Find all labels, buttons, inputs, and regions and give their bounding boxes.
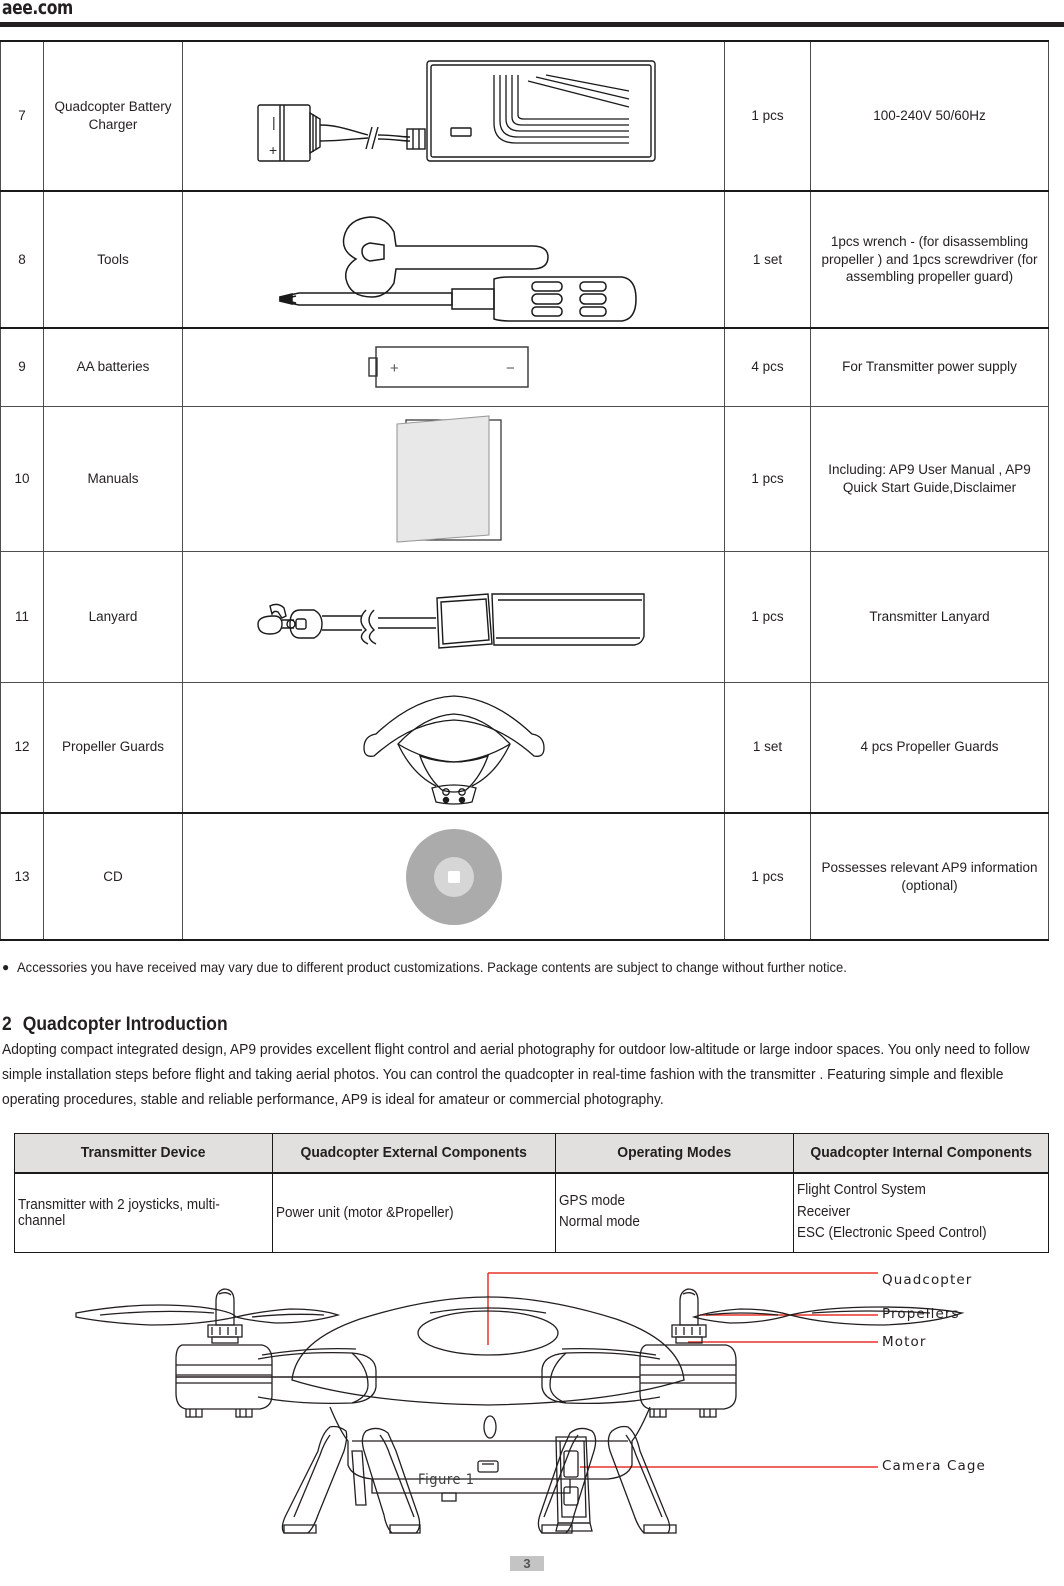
- row-image: [183, 813, 725, 940]
- bullet-icon: ●: [2, 960, 10, 974]
- section-heading: [2, 1014, 247, 1036]
- row-name: Lanyard: [44, 551, 183, 682]
- cell-transmitter-device: Transmitter with 2 joysticks, multi-channel: [15, 1173, 273, 1252]
- row-number: 10: [1, 406, 44, 551]
- internal-receiver: Receiver: [797, 1203, 851, 1220]
- svg-text:|: |: [271, 114, 276, 130]
- row-note: 1pcs wrench - (for disassembling propeller ) and 1pcs screwdriver (for assembling propeller guard): [811, 191, 1049, 328]
- row-note: Including: AP9 User Manual , AP9 Quick Start Guide,Disclaimer: [811, 406, 1049, 551]
- header-divider: [0, 22, 1064, 27]
- section-paragraph-text: Adopting compact integrated design, AP9 provides excellent flight control and aerial photography for outdoor low-altitude or large indoor spaces. You only need to follow simple installation steps before flight and taking aerial photos. You can control the quadcopter in real-time fashion with the transmitter . Featuring simple and flexible operating procedures, stable and reliable performance, AP9 is ideal for amateur or commercial photography.: [2, 1042, 1030, 1108]
- operating-mode-gps: GPS mode: [559, 1192, 625, 1209]
- row-image: [183, 551, 725, 682]
- internal-esc: ESC (Electronic Speed Control): [797, 1225, 987, 1242]
- row-quantity: 1 pcs: [725, 551, 811, 682]
- row-image: [183, 682, 725, 813]
- row-quantity: 1 pcs: [725, 41, 811, 191]
- row-name: Tools: [44, 191, 183, 328]
- row-name: AA batteries: [44, 328, 183, 406]
- row-number: 13: [1, 813, 44, 940]
- lanyard-illustration: [188, 572, 719, 662]
- row-name: Manuals: [44, 406, 183, 551]
- table-row: [1, 41, 1049, 191]
- row-note: Possesses relevant AP9 information (optional): [811, 813, 1049, 940]
- cell-internal-components: [794, 1173, 1049, 1252]
- cd-disc-illustration: [188, 827, 719, 927]
- row-name: Propeller Guards: [44, 682, 183, 813]
- table-row: [1, 813, 1049, 940]
- aa-battery-illustration: [188, 338, 719, 396]
- row-image: [183, 328, 725, 406]
- svg-text:−: −: [505, 360, 515, 378]
- svg-text:+: +: [268, 142, 277, 158]
- section-number: 2: [2, 1014, 12, 1035]
- components-table-row: [15, 1173, 1049, 1252]
- accessories-note-text: Accessories you have received may vary due to different product customizations. Package contents are subject to change without further notice.: [17, 959, 848, 975]
- callout-motor: Motor: [882, 1334, 927, 1350]
- section-paragraph: [2, 1038, 1052, 1113]
- row-quantity: 4 pcs: [725, 328, 811, 406]
- row-note: For Transmitter power supply: [811, 328, 1049, 406]
- operating-mode-normal: Normal mode: [559, 1214, 640, 1231]
- brand-logo: aee.com: [2, 0, 73, 19]
- internal-flight-control: Flight Control System: [797, 1182, 926, 1199]
- row-note: Transmitter Lanyard: [811, 551, 1049, 682]
- battery-charger-illustration: [188, 51, 719, 181]
- accessories-note: [2, 959, 1052, 975]
- components-table: [14, 1133, 1049, 1253]
- column-header-external-components: Quadcopter External Components: [273, 1134, 556, 1173]
- row-name: CD: [44, 813, 183, 940]
- row-quantity: 1 set: [725, 682, 811, 813]
- row-image: [183, 41, 725, 191]
- table-row: [1, 406, 1049, 551]
- quadcopter-diagram: [0, 1255, 1064, 1540]
- row-number: 12: [1, 682, 44, 813]
- table-row: [1, 191, 1049, 328]
- page-header: [0, 0, 1064, 30]
- callout-quadcopter: Quadcopter: [882, 1272, 973, 1288]
- row-note: 100-240V 50/60Hz: [811, 41, 1049, 191]
- callout-camera-cage: Camera Cage: [882, 1458, 986, 1474]
- cell-external-components: Power unit (motor &Propeller): [273, 1173, 556, 1252]
- row-number: 8: [1, 191, 44, 328]
- wrench-screwdriver-illustration: [188, 197, 719, 322]
- row-note: 4 pcs Propeller Guards: [811, 682, 1049, 813]
- column-header-transmitter-device: Transmitter Device: [15, 1134, 273, 1173]
- row-number: 7: [1, 41, 44, 191]
- row-number: 11: [1, 551, 44, 682]
- row-image: [183, 406, 725, 551]
- row-image: [183, 191, 725, 328]
- propeller-guard-illustration: [188, 686, 719, 808]
- row-number: 9: [1, 328, 44, 406]
- manual-booklet-illustration: [188, 409, 719, 549]
- svg-text:+: +: [389, 360, 399, 378]
- table-row: [1, 551, 1049, 682]
- cell-operating-modes: [556, 1173, 794, 1252]
- column-header-internal-components: Quadcopter Internal Components: [794, 1134, 1049, 1173]
- components-table-header-row: [15, 1134, 1049, 1173]
- figure-caption: Figure 1: [418, 1472, 475, 1488]
- page-number: 3: [510, 1556, 544, 1571]
- row-quantity: 1 set: [725, 191, 811, 328]
- row-quantity: 1 pcs: [725, 406, 811, 551]
- section-title: Quadcopter Introduction: [22, 1014, 228, 1035]
- callout-propellers: Propellers: [882, 1306, 960, 1322]
- table-row: [1, 682, 1049, 813]
- accessories-table: [0, 40, 1049, 941]
- column-header-operating-modes: Operating Modes: [556, 1134, 794, 1173]
- row-name: Quadcopter Battery Charger: [44, 41, 183, 191]
- table-row: [1, 328, 1049, 406]
- row-quantity: 1 pcs: [725, 813, 811, 940]
